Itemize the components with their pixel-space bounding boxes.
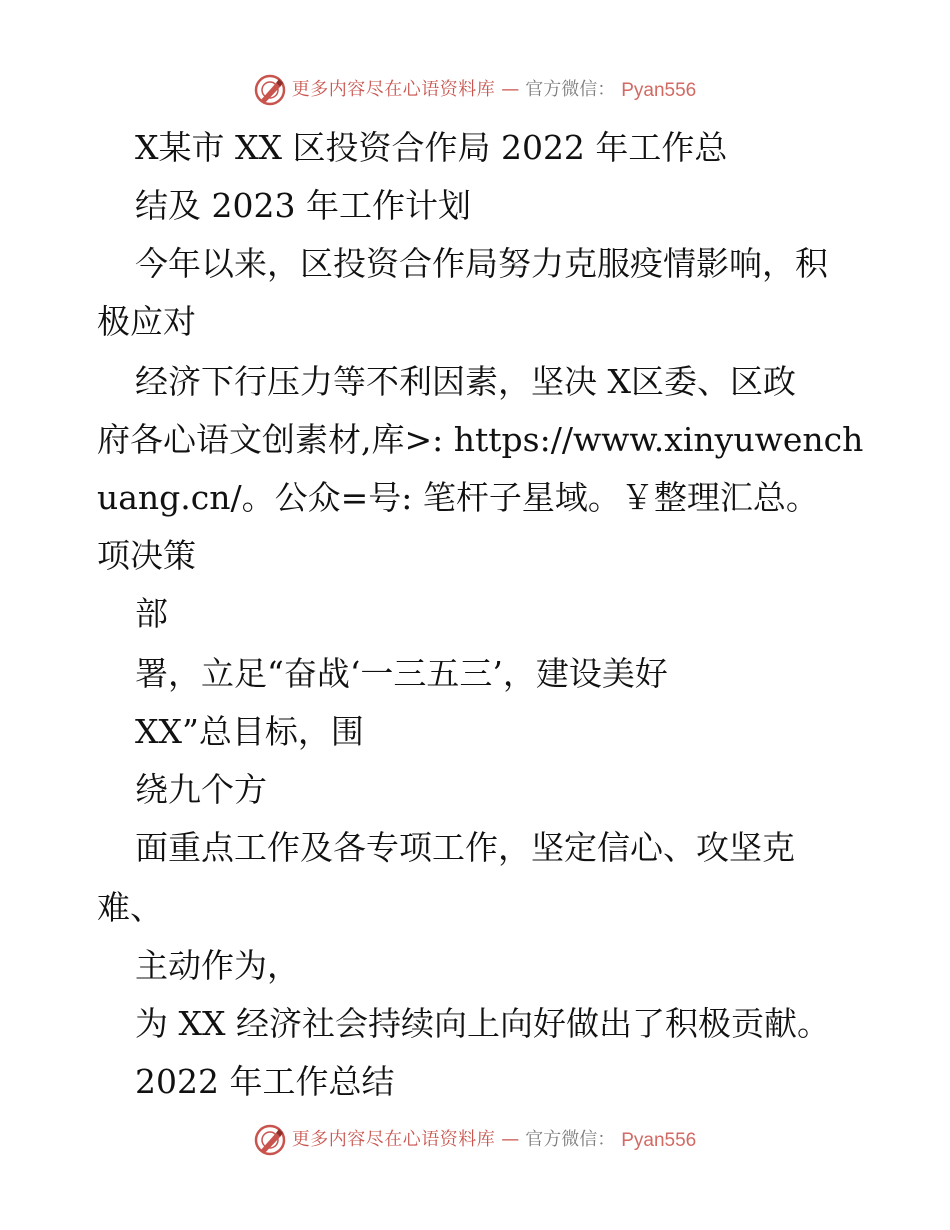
paragraph-line: 极应对 (97, 302, 196, 341)
header-banner-text: 更多内容尽在心语资料库 (291, 79, 496, 100)
paragraph-line: uang.cn/。公众=号: 笔杆子星域。￥整理汇总。 (97, 478, 819, 517)
paragraph-line: 今年以来，区投资合作局努力克服疫情影响，积 (135, 244, 828, 283)
paragraph-line: 经济下行压力等不利因素，坚决 X区委、区政 (135, 362, 796, 401)
header-banner-label: 官方微信： (525, 79, 616, 100)
footer-watermark-banner (0, 1120, 950, 1160)
paragraph-line: 项决策 (97, 536, 196, 575)
footer-banner-account: Pyan556 (621, 1129, 697, 1151)
footer-banner-separator: — (501, 1129, 520, 1150)
document-title-line-1: X某市 XX 区投资合作局 2022 年工作总 (135, 128, 728, 167)
paragraph-line: 绕九个方 (135, 770, 267, 809)
pen-logo-icon (254, 74, 286, 106)
paragraph-line: 难、 (97, 888, 163, 927)
paragraph-line: XX”总目标，围 (135, 712, 364, 751)
footer-banner-text: 更多内容尽在心语资料库 (291, 1129, 496, 1150)
paragraph-line: 府各心语文创素材,库>: https://www.xinyuwench (97, 420, 864, 459)
header-watermark-banner (0, 70, 950, 110)
footer-banner-label: 官方微信： (525, 1129, 616, 1150)
paragraph-line: 部 (135, 594, 168, 633)
paragraph-line: 主动作为， (135, 946, 300, 985)
pen-logo-icon (254, 1124, 286, 1156)
paragraph-line: 面重点工作及各专项工作，坚定信心、攻坚克 (135, 828, 795, 867)
paragraph-line: 为 XX 经济社会持续向上向好做出了积极贡献。 (135, 1004, 830, 1043)
document-title-line-2: 结及 2023 年工作计划 (135, 186, 471, 225)
header-banner-separator: — (501, 79, 520, 100)
header-banner-account: Pyan556 (621, 79, 697, 101)
section-heading: 2022 年工作总结 (135, 1062, 395, 1101)
paragraph-line: 署，立足“奋战‘一三五三’，建设美好 (135, 654, 668, 693)
